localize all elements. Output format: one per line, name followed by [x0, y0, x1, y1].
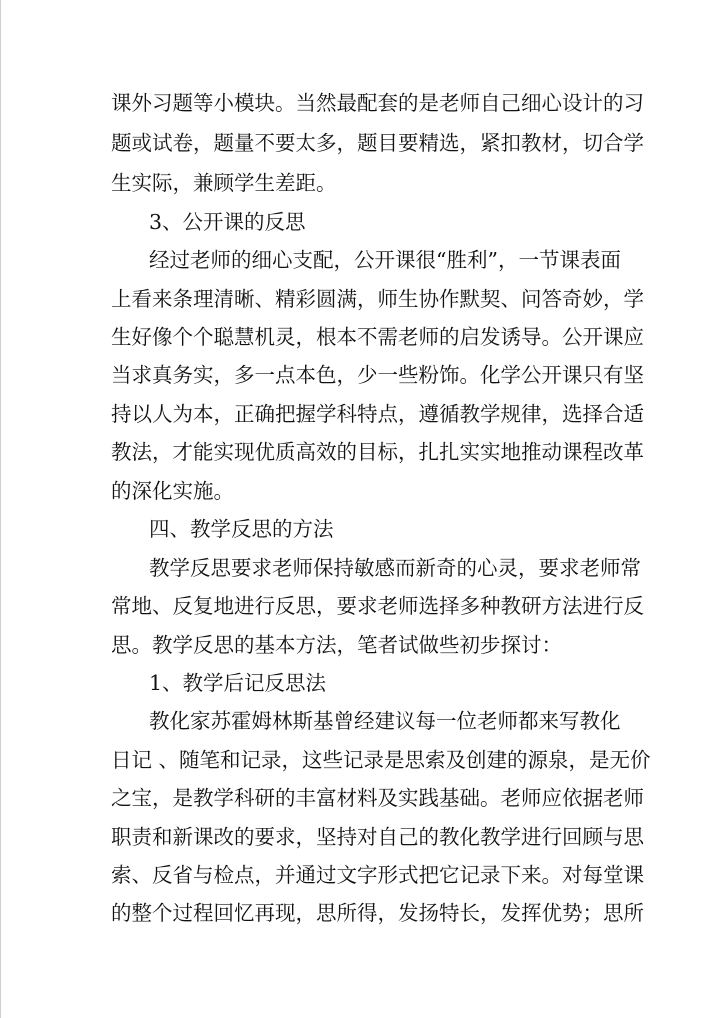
- text-line: 教法，才能实现优质高效的目标，扎扎实实地推动课程改革: [111, 440, 644, 464]
- section-heading: 3、公开课的反思: [149, 210, 306, 234]
- text-line: 教化家苏霍姆林斯基曾经建议每一位老师都来写教化: [149, 709, 621, 733]
- text-line: 生好像个个聪慧机灵，根本不需老师的启发诱导。公开课应: [111, 325, 644, 349]
- text-line: 当求真务实，多一点本色，少一些粉饰。化学公开课只有坚: [111, 363, 644, 387]
- text-line: 持以人为本，正确把握学科特点，遵循教学规律，选择合适: [111, 402, 644, 426]
- text-line: 经过老师的细心支配，公开课很“胜利”，一节课表面: [149, 248, 621, 272]
- text-line: 日记 、随笔和记录，这些记录是思索及创建的源泉，是无价: [111, 748, 651, 772]
- text-line: 教学反思要求老师保持敏感而新奇的心灵，要求老师常: [149, 556, 641, 580]
- text-line: 上看来条理清晰、精彩圆满，师生协作默契、问答奇妙，学: [111, 287, 644, 311]
- text-line: 生实际，兼顾学生差距。: [111, 171, 337, 195]
- text-line: 常地、反复地进行反思，要求老师选择多种教研方法进行反: [111, 594, 644, 618]
- text-line: 的深化实施。: [111, 479, 234, 503]
- text-line: 课外习题等小模块。当然最配套的是老师自己细心设计的习: [111, 91, 644, 115]
- text-line: 职责和新课改的要求，坚持对自己的教化教学进行回顾与思: [111, 825, 644, 849]
- text-line: 之宝，是教学科研的丰富材料及实践基础。老师应依据老师: [111, 786, 644, 810]
- text-line: 题或试卷，题量不要太多，题目要精选，紧扣教材，切合学: [111, 131, 644, 155]
- text-line: 的整个过程回忆再现，思所得，发扬特长，发挥优势；思所: [111, 901, 644, 925]
- section-heading: 1、教学后记反思法: [149, 671, 327, 695]
- text-line: 索、反省与检点，并通过文字形式把它记录下来。对每堂课: [111, 863, 644, 887]
- section-heading: 四、教学反思的方法: [149, 517, 334, 541]
- text-line: 思。教学反思的基本方法，笔者试做些初步探讨：: [111, 633, 562, 657]
